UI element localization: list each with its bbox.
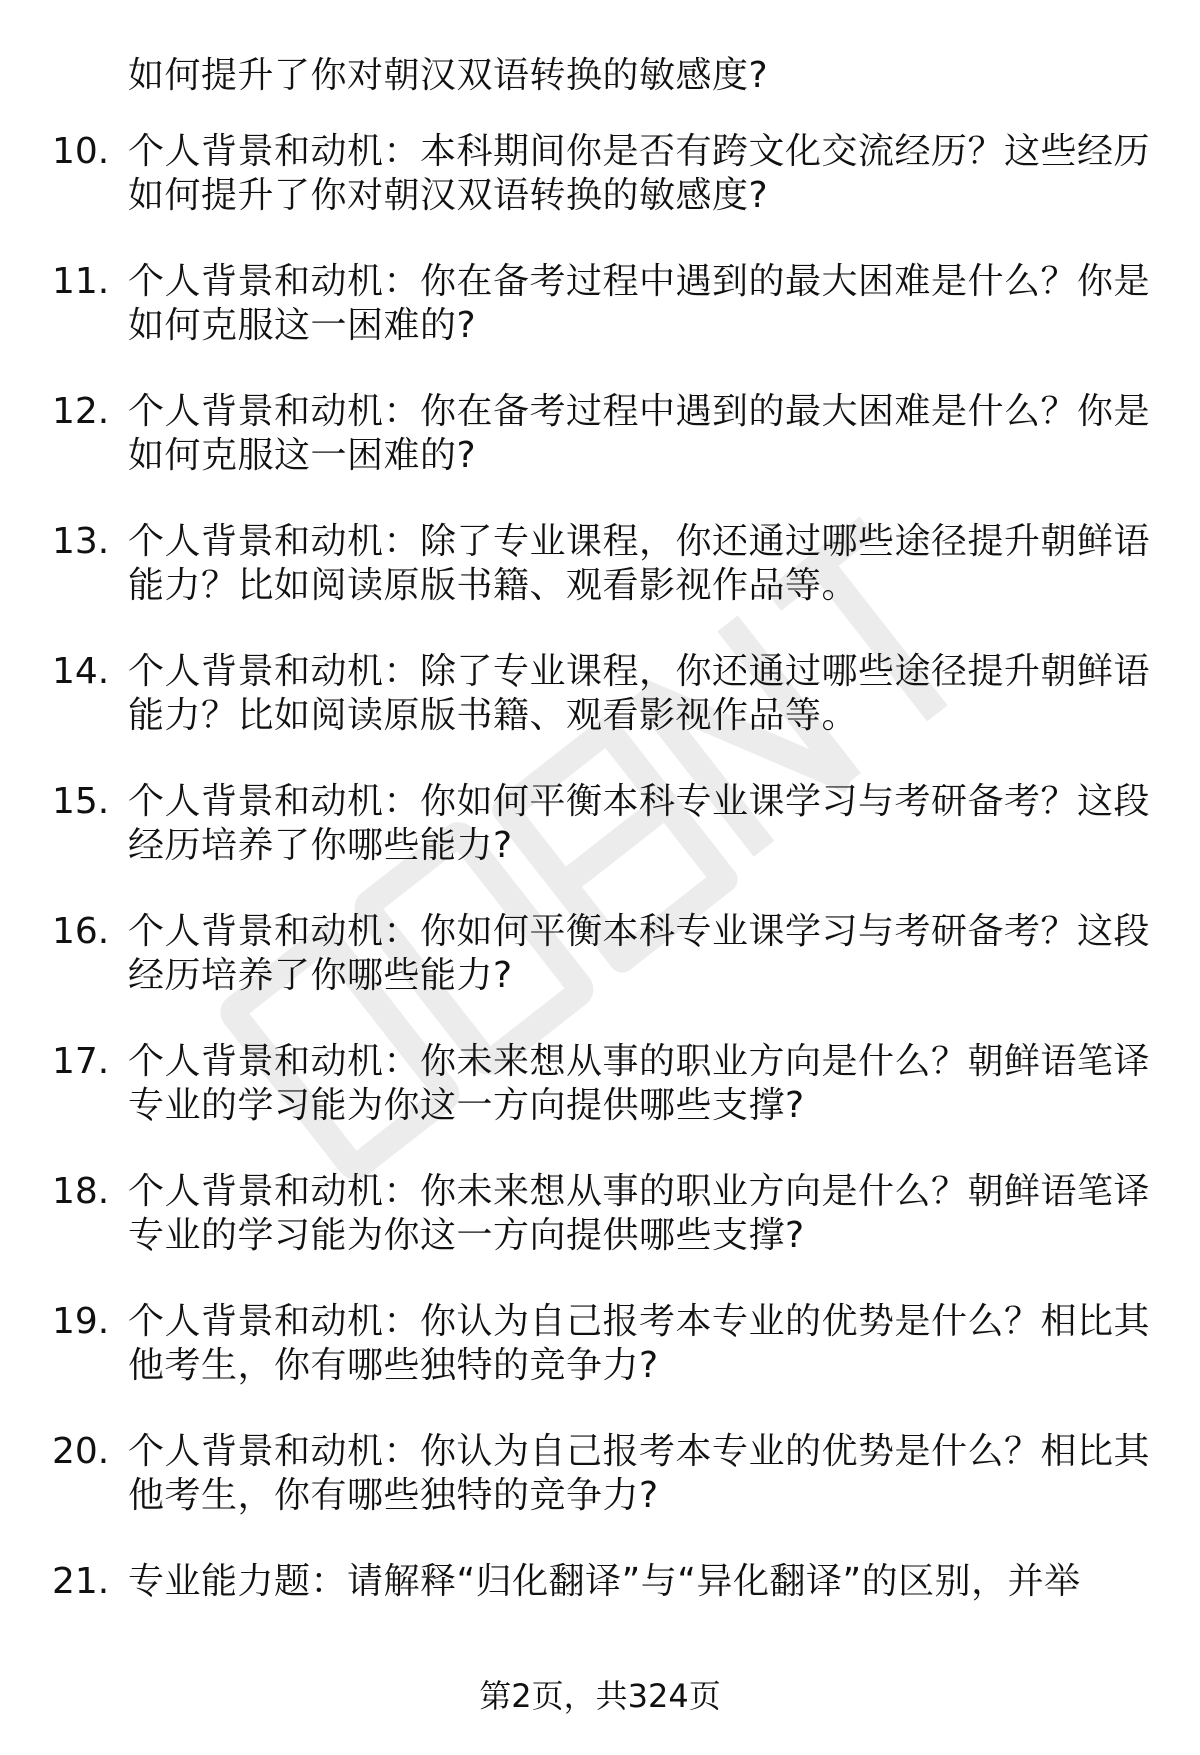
item-text-line1: 个人背景和动机：你在备考过程中遇到的最大困难是什么？你是 <box>128 391 1151 432</box>
item-text-line1: 个人背景和动机：你认为自己报考本专业的优势是什么？相比其 <box>128 1301 1151 1342</box>
item-number: 19. <box>52 1301 110 1342</box>
item-number: 16. <box>52 911 110 952</box>
item-text-line1: 个人背景和动机：本科期间你是否有跨文化交流经历？这些经历 <box>128 131 1151 172</box>
item-text-line2: 如何提升了你对朝汉双语转换的敏感度? <box>128 175 769 216</box>
item-text-line2: 他考生，你有哪些独特的竞争力? <box>128 1475 659 1516</box>
item-number: 15. <box>52 781 110 822</box>
item-number: 13. <box>52 521 110 562</box>
item-text-line1: 个人背景和动机：除了专业课程，你还通过哪些途径提升朝鲜语 <box>128 651 1151 692</box>
item-text-line2: 能力？比如阅读原版书籍、观看影视作品等。 <box>128 565 859 606</box>
item-text-line1: 专业能力题：请解释“归化翻译”与“异化翻译”的区别，并举 <box>128 1561 1081 1602</box>
item-text-line2: 能力？比如阅读原版书籍、观看影视作品等。 <box>128 695 859 736</box>
item-text-line1: 个人背景和动机：你在备考过程中遇到的最大困难是什么？你是 <box>128 261 1151 302</box>
continuation-line: 如何提升了你对朝汉双语转换的敏感度? <box>128 55 769 96</box>
item-text-line2: 如何克服这一困难的? <box>128 305 477 346</box>
item-text-line1: 个人背景和动机：你未来想从事的职业方向是什么？朝鲜语笔译 <box>128 1171 1151 1212</box>
item-number: 21. <box>52 1561 110 1602</box>
item-text-line2: 经历培养了你哪些能力? <box>128 825 513 866</box>
item-text-line2: 专业的学习能为你这一方向提供哪些支撑? <box>128 1085 805 1126</box>
item-text-line1: 个人背景和动机：你如何平衡本科专业课学习与考研备考？这段 <box>128 781 1151 822</box>
item-number: 17. <box>52 1041 110 1082</box>
item-text-line1: 个人背景和动机：你未来想从事的职业方向是什么？朝鲜语笔译 <box>128 1041 1151 1082</box>
item-number: 11. <box>52 261 110 302</box>
item-text-line1: 个人背景和动机：你认为自己报考本专业的优势是什么？相比其 <box>128 1431 1151 1472</box>
item-number: 20. <box>52 1431 110 1472</box>
item-text-line2: 他考生，你有哪些独特的竞争力? <box>128 1345 659 1386</box>
item-text-line2: 专业的学习能为你这一方向提供哪些支撑? <box>128 1215 805 1256</box>
page-footer: 第2页，共324页 <box>479 1677 721 1715</box>
item-number: 12. <box>52 391 110 432</box>
item-text-line1: 个人背景和动机：除了专业课程，你还通过哪些途径提升朝鲜语 <box>128 521 1151 562</box>
item-number: 18. <box>52 1171 110 1212</box>
item-text-line2: 如何克服这一困难的? <box>128 435 477 476</box>
item-number: 14. <box>52 651 110 692</box>
item-text-line2: 经历培养了你哪些能力? <box>128 955 513 996</box>
item-text-line1: 个人背景和动机：你如何平衡本科专业课学习与考研备考？这段 <box>128 911 1151 952</box>
item-number: 10. <box>52 131 110 172</box>
